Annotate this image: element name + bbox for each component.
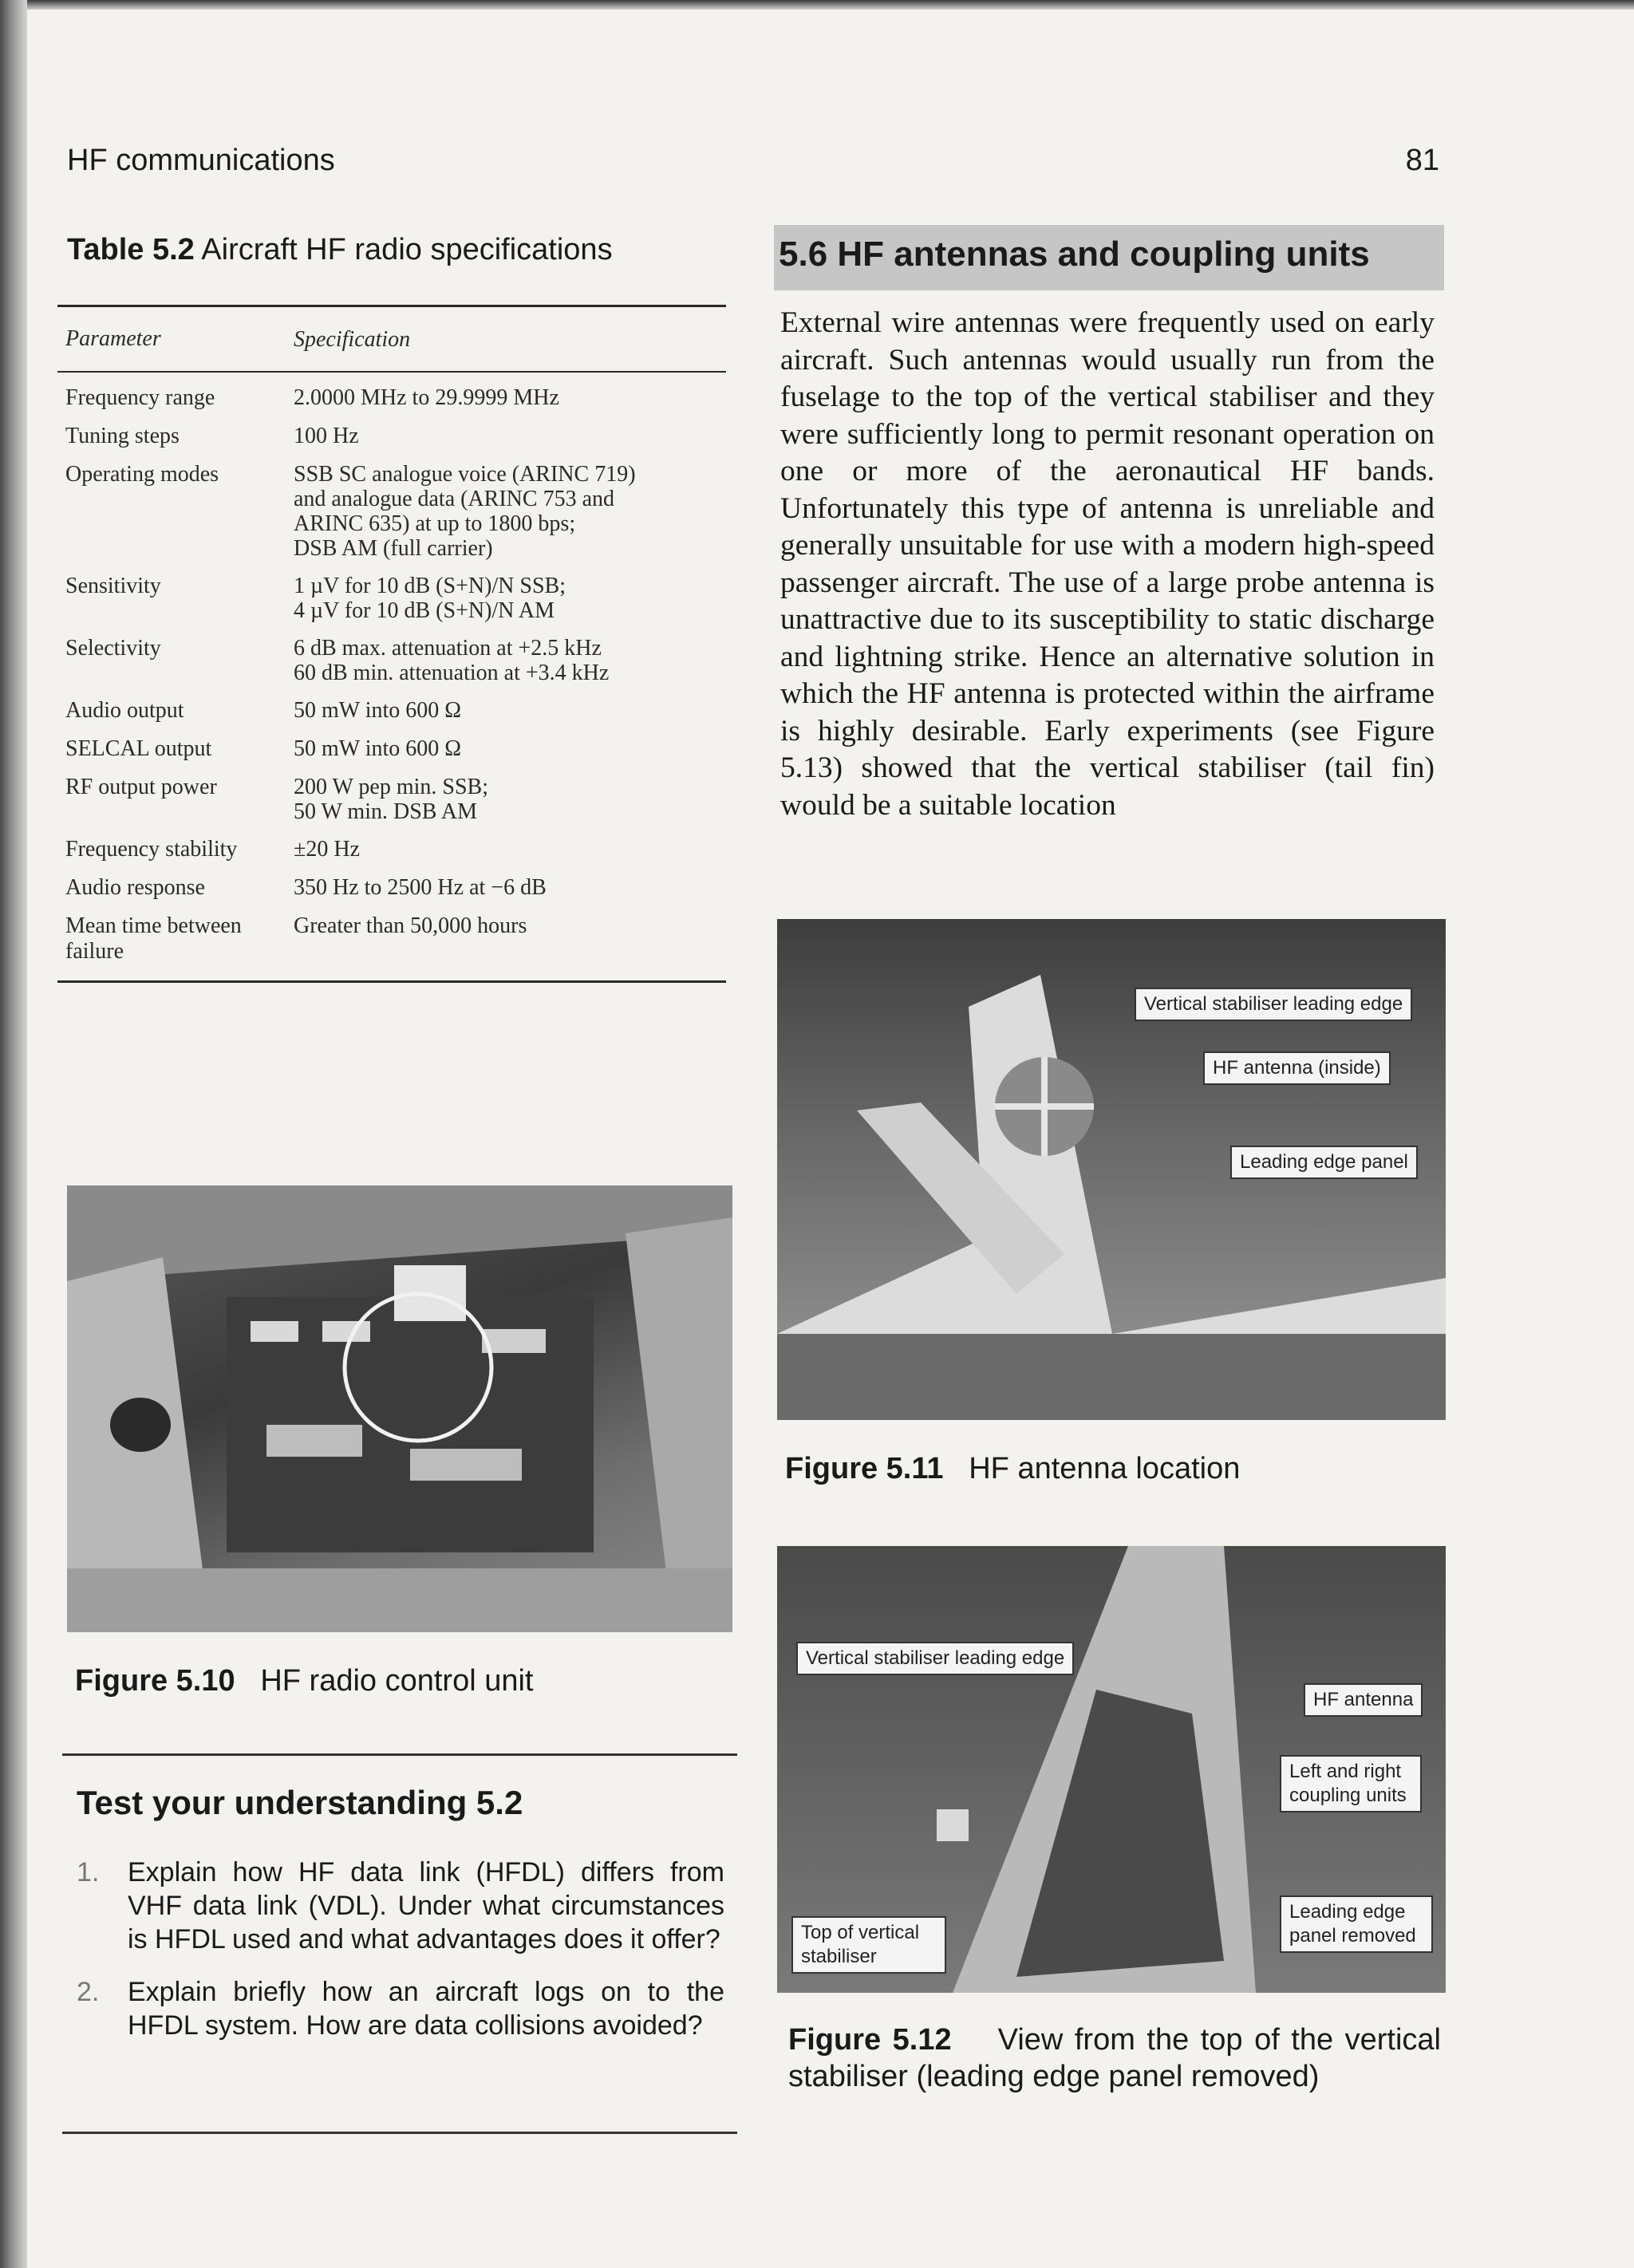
cockpit-panel-illustration <box>67 1185 732 1632</box>
spec-line: 2.0000 MHz to 29.9999 MHz <box>294 385 559 410</box>
callout-vertical-stabiliser-leading-edge: Vertical stabiliser leading edge <box>1135 988 1412 1021</box>
spec-line: 6 dB max. attenuation at +2.5 kHz <box>294 636 602 661</box>
table-cell-specification <box>294 385 724 411</box>
table-cell-parameter: Audio output <box>65 698 184 723</box>
spec-line: 50 mW into 600 Ω <box>294 698 462 723</box>
spec-line: 50 W min. DSB AM <box>294 799 478 824</box>
table-col-header-specification: Specification <box>294 326 411 352</box>
table-row <box>57 685 726 724</box>
table-cell-parameter: Frequency stability <box>65 837 238 862</box>
table-cell-specification <box>294 698 724 724</box>
panel-detail <box>937 1809 969 1841</box>
table-cell-specification <box>294 636 724 685</box>
table-cell-parameter: Selectivity <box>65 636 161 661</box>
figure-caption-text: HF antenna location <box>969 1452 1241 1485</box>
table-cell-specification <box>294 424 724 449</box>
figure-5-11-caption <box>785 1450 1240 1487</box>
table-bottom-rule <box>57 980 726 983</box>
glareshield <box>67 1568 732 1632</box>
table-header-row <box>57 307 726 373</box>
spec-table <box>57 305 726 983</box>
figure-caption-text: View from the top of the vertical stabiliser (leading edge panel removed) <box>788 2023 1441 2093</box>
table-cell-parameter: Audio response <box>65 875 205 900</box>
table-row <box>57 724 726 762</box>
spec-line: DSB AM (full carrier) <box>294 536 493 561</box>
table-row <box>57 623 726 685</box>
table-row <box>57 901 726 964</box>
page-number: 81 <box>1405 144 1439 177</box>
table-row <box>57 449 726 561</box>
figure-caption-text: HF radio control unit <box>260 1664 534 1698</box>
table-caption <box>67 233 613 267</box>
table-cell-parameter: SELCAL output <box>65 736 212 761</box>
table-row <box>57 373 726 411</box>
table-col-header-parameter: Parameter <box>65 326 161 351</box>
figure-label: Figure 5.10 <box>75 1664 235 1698</box>
spec-line: and analogue data (ARINC 753 and <box>294 487 614 511</box>
table-cell-specification <box>294 462 724 561</box>
figure-label: Figure 5.11 <box>785 1452 944 1485</box>
table-cell-parameter: Sensitivity <box>65 574 161 598</box>
spec-line: 200 W pep min. SSB; <box>294 775 489 799</box>
callout-hf-antenna-inside: HF antenna (inside) <box>1203 1051 1391 1085</box>
table-row <box>57 824 726 862</box>
question-number: 2. <box>77 1977 100 2007</box>
table-cell-specification <box>294 837 724 862</box>
hf-antenna-location-photo <box>777 919 1446 1420</box>
test-bottom-rule <box>62 2132 737 2134</box>
table-body <box>57 373 726 964</box>
panel-switch <box>482 1329 546 1353</box>
spec-line: 50 mW into 600 Ω <box>294 736 462 761</box>
panel-knob <box>110 1398 171 1452</box>
spec-line: 1 µV for 10 dB (S+N)/N SSB; <box>294 574 566 598</box>
table-cell-parameter: Mean time between failure <box>65 913 242 964</box>
callout-vertical-stabiliser-leading-edge: Vertical stabiliser leading edge <box>796 1642 1074 1675</box>
table-caption-label: Table 5.2 <box>67 233 195 266</box>
figure-label: Figure 5.12 <box>788 2023 952 2057</box>
table-cell-specification <box>294 574 724 623</box>
panel-display <box>266 1425 362 1457</box>
scan-shadow-top <box>0 0 1634 10</box>
table-row <box>57 762 726 824</box>
section-body-text: External wire antennas were frequently used on early aircraft. Such antennas would usually run from the fuselage to the top of the vertical stabiliser and they were sufficiently long to permit resonant operation on one or more of the aeronautical HF bands. Unfortunately this type of antenna is unreliable and generally unsuitable for use with a modern high-speed passenger aircraft. The use of a large probe antenna is unattractive due to its susceptibility to static discharge and lightning strike. Hence an alternative solution in which the HF antenna is protected within the airframe is highly desirable. Early experiments (see Figure 5.13) showed that the vertical stabiliser (tail fin) would be a suitable location <box>780 306 1435 822</box>
table-caption-text: Aircraft HF radio specifications <box>201 233 613 266</box>
panel-switch <box>322 1321 370 1342</box>
top-of-stabiliser-photo <box>777 1546 1446 1993</box>
test-questions <box>77 1856 724 2061</box>
callout-hf-antenna: HF antenna <box>1304 1683 1423 1717</box>
ground <box>777 1334 1446 1420</box>
spec-line: ARINC 635) at up to 1800 bps; <box>294 511 576 536</box>
spec-line: SSB SC analogue voice (ARINC 719) <box>294 462 636 487</box>
test-question <box>77 1856 724 1956</box>
figure-5-12-caption <box>788 2021 1441 2095</box>
panel-switch <box>251 1321 298 1342</box>
hf-radio-control-unit-photo <box>67 1185 732 1632</box>
table-cell-specification <box>294 736 724 762</box>
table-cell-parameter: Tuning steps <box>65 424 180 448</box>
test-question <box>77 1975 724 2042</box>
running-header <box>67 144 1439 191</box>
table-cell-parameter: Operating modes <box>65 462 219 487</box>
spec-line: 60 dB min. attenuation at +3.4 kHz <box>294 661 610 685</box>
table-cell-parameter: RF output power <box>65 775 217 799</box>
callout-top-of-vertical-stabiliser: Top of vertical stabiliser <box>791 1916 946 1974</box>
scan-shadow-left <box>0 0 27 2268</box>
spec-line: ±20 Hz <box>294 837 361 862</box>
test-heading: Test your understanding 5.2 <box>77 1784 523 1821</box>
figure-5-10-caption <box>75 1663 533 1699</box>
callout-coupling-units: Left and right coupling units <box>1280 1755 1422 1812</box>
question-number: 1. <box>77 1857 100 1887</box>
table-row <box>57 561 726 623</box>
spec-line: 4 µV for 10 dB (S+N)/N AM <box>294 598 555 623</box>
panel-display <box>410 1449 522 1481</box>
callout-leading-edge-panel-removed: Leading edge panel removed <box>1280 1895 1433 1953</box>
table-cell-specification <box>294 913 724 964</box>
table-row <box>57 411 726 449</box>
table-cell-specification <box>294 775 724 824</box>
question-text: Explain how HF data link (HFDL) differs from VHF data link (VDL). Under what circumstances is HFDL used and what advantages does it offer? <box>128 1857 724 1954</box>
spec-line: 350 Hz to 2500 Hz at −6 dB <box>294 875 547 900</box>
spec-line: 100 Hz <box>294 424 359 448</box>
table-cell-parameter: Frequency range <box>65 385 215 410</box>
table-row <box>57 862 726 901</box>
section-heading: 5.6 HF antennas and coupling units <box>774 225 1444 290</box>
spec-line: Greater than 50,000 hours <box>294 913 527 938</box>
callout-leading-edge-panel: Leading edge panel <box>1230 1146 1418 1179</box>
table-cell-specification <box>294 875 724 901</box>
question-text: Explain briefly how an aircraft logs on to the HFDL system. How are data collisions avoided? <box>128 1977 724 2041</box>
running-title: HF communications <box>67 144 335 177</box>
test-top-rule <box>62 1753 737 1756</box>
